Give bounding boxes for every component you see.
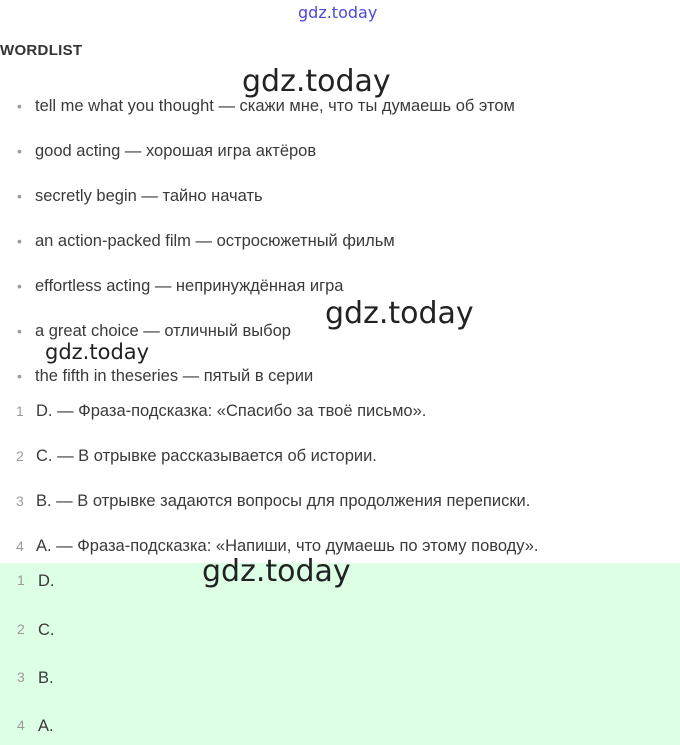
answer-key-item — [17, 572, 55, 591]
answer-key-item — [17, 669, 54, 688]
watermark: gdz.today — [242, 64, 391, 99]
answer-key-panel — [0, 563, 680, 745]
bullet-icon: • — [17, 233, 22, 249]
wordlist-item-text: good acting — хорошая игра актёров — [35, 142, 317, 160]
watermark: gdz.today — [45, 340, 150, 364]
answer-key-number: 4 — [17, 717, 25, 733]
answer-key-text: A. — [38, 717, 54, 735]
answer-key-number: 2 — [17, 621, 25, 637]
wordlist-item — [17, 93, 515, 138]
answer-number: 3 — [16, 493, 24, 509]
answer-key-text: C. — [38, 621, 55, 639]
bullet-icon: • — [17, 98, 22, 114]
wordlist-item — [17, 138, 515, 183]
answer-key-text: B. — [38, 669, 54, 687]
wordlist-item — [17, 183, 515, 228]
answer-key-item — [17, 621, 55, 640]
answer-number: 2 — [16, 448, 24, 464]
watermark: gdz.today — [202, 554, 351, 589]
answer-item — [16, 488, 538, 533]
bullet-icon: • — [17, 188, 22, 204]
bullet-icon: • — [17, 143, 22, 159]
wordlist-item-text: the fifth in theseries — пятый в серии — [35, 367, 314, 385]
bullet-icon: • — [17, 323, 22, 339]
answer-text: B. — В отрывке задаются вопросы для продолжения переписки. — [36, 492, 531, 510]
answer-key-number: 1 — [17, 572, 25, 588]
wordlist-item — [17, 228, 515, 273]
watermark: gdz.today — [325, 296, 474, 331]
wordlist-item-text: an action-packed film — остросюжетный фильм — [35, 232, 395, 250]
answer-number: 4 — [16, 538, 24, 554]
watermark-top: gdz.today — [298, 3, 378, 22]
wordlist-item-text: tell me what you thought — скажи мне, что ты думаешь об этом — [35, 97, 515, 115]
answer-key-number: 3 — [17, 669, 25, 685]
answer-text: A. — Фраза-подсказка: «Напиши, что думаешь по этому поводу». — [36, 537, 539, 555]
answer-text: D. — Фраза-подсказка: «Спасибо за твоё письмо». — [36, 402, 427, 420]
bullet-icon: • — [17, 278, 22, 294]
wordlist-item-text: a great choice — отличный выбор — [35, 322, 291, 340]
answer-text: C. — В отрывке рассказывается об истории. — [36, 447, 377, 465]
answer-number: 1 — [16, 403, 24, 419]
wordlist-item-text: effortless acting — непринуждённая игра — [35, 277, 344, 295]
wordlist-item — [17, 318, 515, 363]
wordlist — [17, 93, 515, 408]
wordlist-item — [17, 273, 515, 318]
wordlist-heading: WORDLIST — [0, 42, 83, 59]
answer-key-text: D. — [38, 572, 55, 590]
answer-item — [16, 443, 538, 488]
answer-key-item — [17, 717, 54, 736]
wordlist-item-text: secretly begin — тайно начать — [35, 187, 263, 205]
answer-item — [16, 398, 538, 443]
bullet-icon: • — [17, 368, 22, 384]
answer-explanations — [16, 398, 538, 578]
